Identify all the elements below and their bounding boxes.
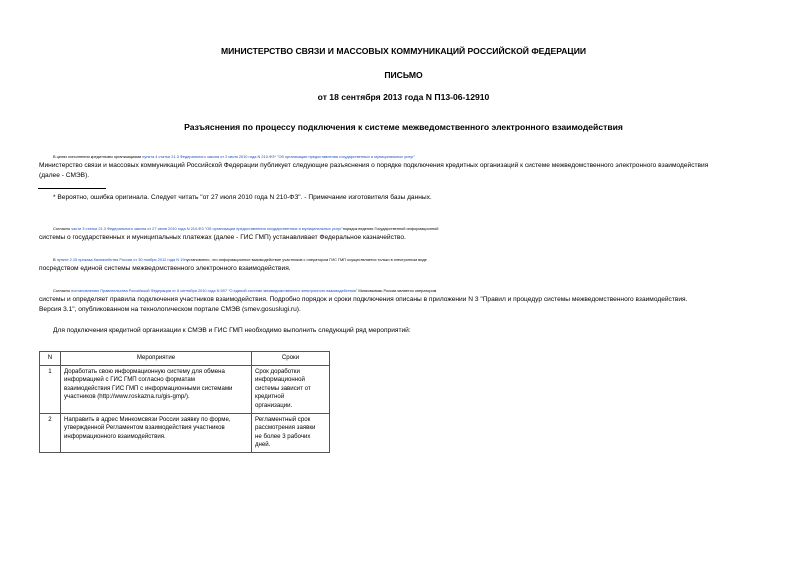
paragraph-operator	[39, 286, 768, 314]
cell-line: организации.	[255, 401, 293, 409]
paragraph-text: Согласно	[53, 288, 72, 293]
footnote-divider	[38, 188, 106, 189]
column-header-action: Мероприятие	[61, 352, 252, 366]
paragraph-measures-intro	[53, 326, 768, 335]
paragraph-text: Министерство связи и массовых коммуникаций Российской Федерации публикует следующие разъяснения о порядке подключения кредитных организаций к системе межведомственного электронного взаимодействия	[39, 162, 709, 170]
table-header-row	[40, 352, 330, 366]
footnote-text: * Вероятно, ошибка оригинала. Следует читать "от 27 июля 2010 года N 210-ФЗ". - Примечание изготовителя базы данных.	[53, 194, 432, 201]
cell-line: системы зависит от	[255, 384, 311, 392]
paragraph-text: (далее - СМЭВ).	[39, 171, 90, 179]
paragraph-text: Согласно	[53, 226, 72, 231]
cell-line: не более 3 рабочих	[255, 432, 311, 440]
cell-line: участников (http://www.roskazna.ru/gis-gmp/).	[64, 393, 190, 401]
paragraph-text: В целях исполнения кредитными организациями	[53, 154, 143, 159]
row-deadline	[252, 413, 330, 452]
cell-line: информационной	[255, 376, 305, 384]
row-deadline	[252, 365, 330, 413]
document-type: ПИСЬМО	[384, 70, 423, 80]
cell-line: Срок доработки	[255, 367, 300, 375]
law-link-210fz[interactable]: пункта 4 статьи 21.3 Федерального закона от 2 июля 2010 года N 210-ФЗ* "Об организации предоставления государственных и муниципальных услуг"	[142, 154, 416, 159]
paragraph-electronic-interaction	[39, 255, 768, 274]
paragraph-text: установлено, что информационное взаимодействие участников с оператором ГИС ГМП осуществляется только в электронном виде	[186, 257, 427, 262]
column-header-deadline: Сроки	[252, 352, 330, 366]
table-row	[40, 365, 330, 413]
resolution-link-697[interactable]: постановлению Правительства Российской Федерации от 8 сентября 2010 года N 697 "О единой системе межведомственного электронного взаимодействия"	[71, 288, 358, 293]
row-action	[61, 365, 252, 413]
cell-line: дней.	[255, 441, 271, 449]
document-date-number: от 18 сентября 2013 года N П13-06-12910	[317, 92, 490, 102]
column-header-number: N	[40, 352, 61, 366]
row-action	[61, 413, 252, 452]
cell-line: Направить в адрес Минкомсвязи России заявку по форме,	[64, 415, 231, 423]
measures-table	[39, 351, 330, 453]
cell-line: Регламентный срок	[255, 415, 311, 423]
row-number: 1	[40, 365, 61, 413]
row-number: 2	[40, 413, 61, 452]
cell-line: взаимодействия ГИС ГМП с информационными системами	[64, 384, 233, 392]
table-row	[40, 413, 330, 452]
paragraph-text: Для подключения кредитной организации к СМЭВ и ГИС ГМП необходимо выполнить следующий ряд мероприятий:	[53, 327, 411, 334]
cell-line: рассмотрения заявки	[255, 424, 316, 432]
paragraph-text: В	[53, 257, 57, 262]
cell-line: кредитной	[255, 393, 285, 401]
paragraph-text: системы о государственных и муниципальных платежах (далее - ГИС ГМП) устанавливает Федеральное казначейство.	[39, 234, 406, 242]
paragraph-text: системы и определяет правила подключения участников взаимодействия. Подробно порядок и сроки подключения описаны в приложении N 3 "Правил и процедур системы межведомственного взаимодействия.	[39, 296, 688, 304]
order-link-treasury-19n[interactable]: пункте 2.15 приказа Казначейства России от 30 ноября 2012 года N 19н	[56, 257, 187, 262]
cell-line: Доработать свою информационную систему для обмена	[64, 367, 225, 375]
cell-line: утвержденной Регламентом взаимодействия участников	[64, 424, 225, 432]
paragraph-text: Версия 3.1", опубликованном на технологическом портале СМЭВ (smev.gosuslugi.ru).	[39, 305, 301, 313]
law-link-part3-210fz[interactable]: части 3 статьи 21.3 Федерального закона от 27 июля 2010 года N 210-ФЗ "Об организации предоставления государственных и муниципальных услуг"	[71, 226, 343, 231]
cell-line: информацией с ГИС ГМП согласно форматам	[64, 376, 195, 384]
document-subject: Разъяснения по процессу подключения к системе межведомственного электронного взаимодействия	[184, 122, 623, 132]
paragraph-text: посредством единой системы межведомственного электронного взаимодействия.	[39, 265, 291, 273]
paragraph-treasury	[39, 224, 768, 243]
paragraph-purpose	[39, 152, 768, 180]
ministry-title: МИНИСТЕРСТВО СВЯЗИ И МАССОВЫХ КОММУНИКАЦИЙ РОССИЙСКОЙ ФЕДЕРАЦИИ	[220, 46, 587, 56]
paragraph-text: Минкомсвязь России является оператором	[357, 288, 437, 293]
paragraph-text: порядок ведения Государственной информационной	[342, 226, 439, 231]
cell-line: информационного взаимодействия.	[64, 432, 166, 440]
footnote	[53, 193, 768, 202]
